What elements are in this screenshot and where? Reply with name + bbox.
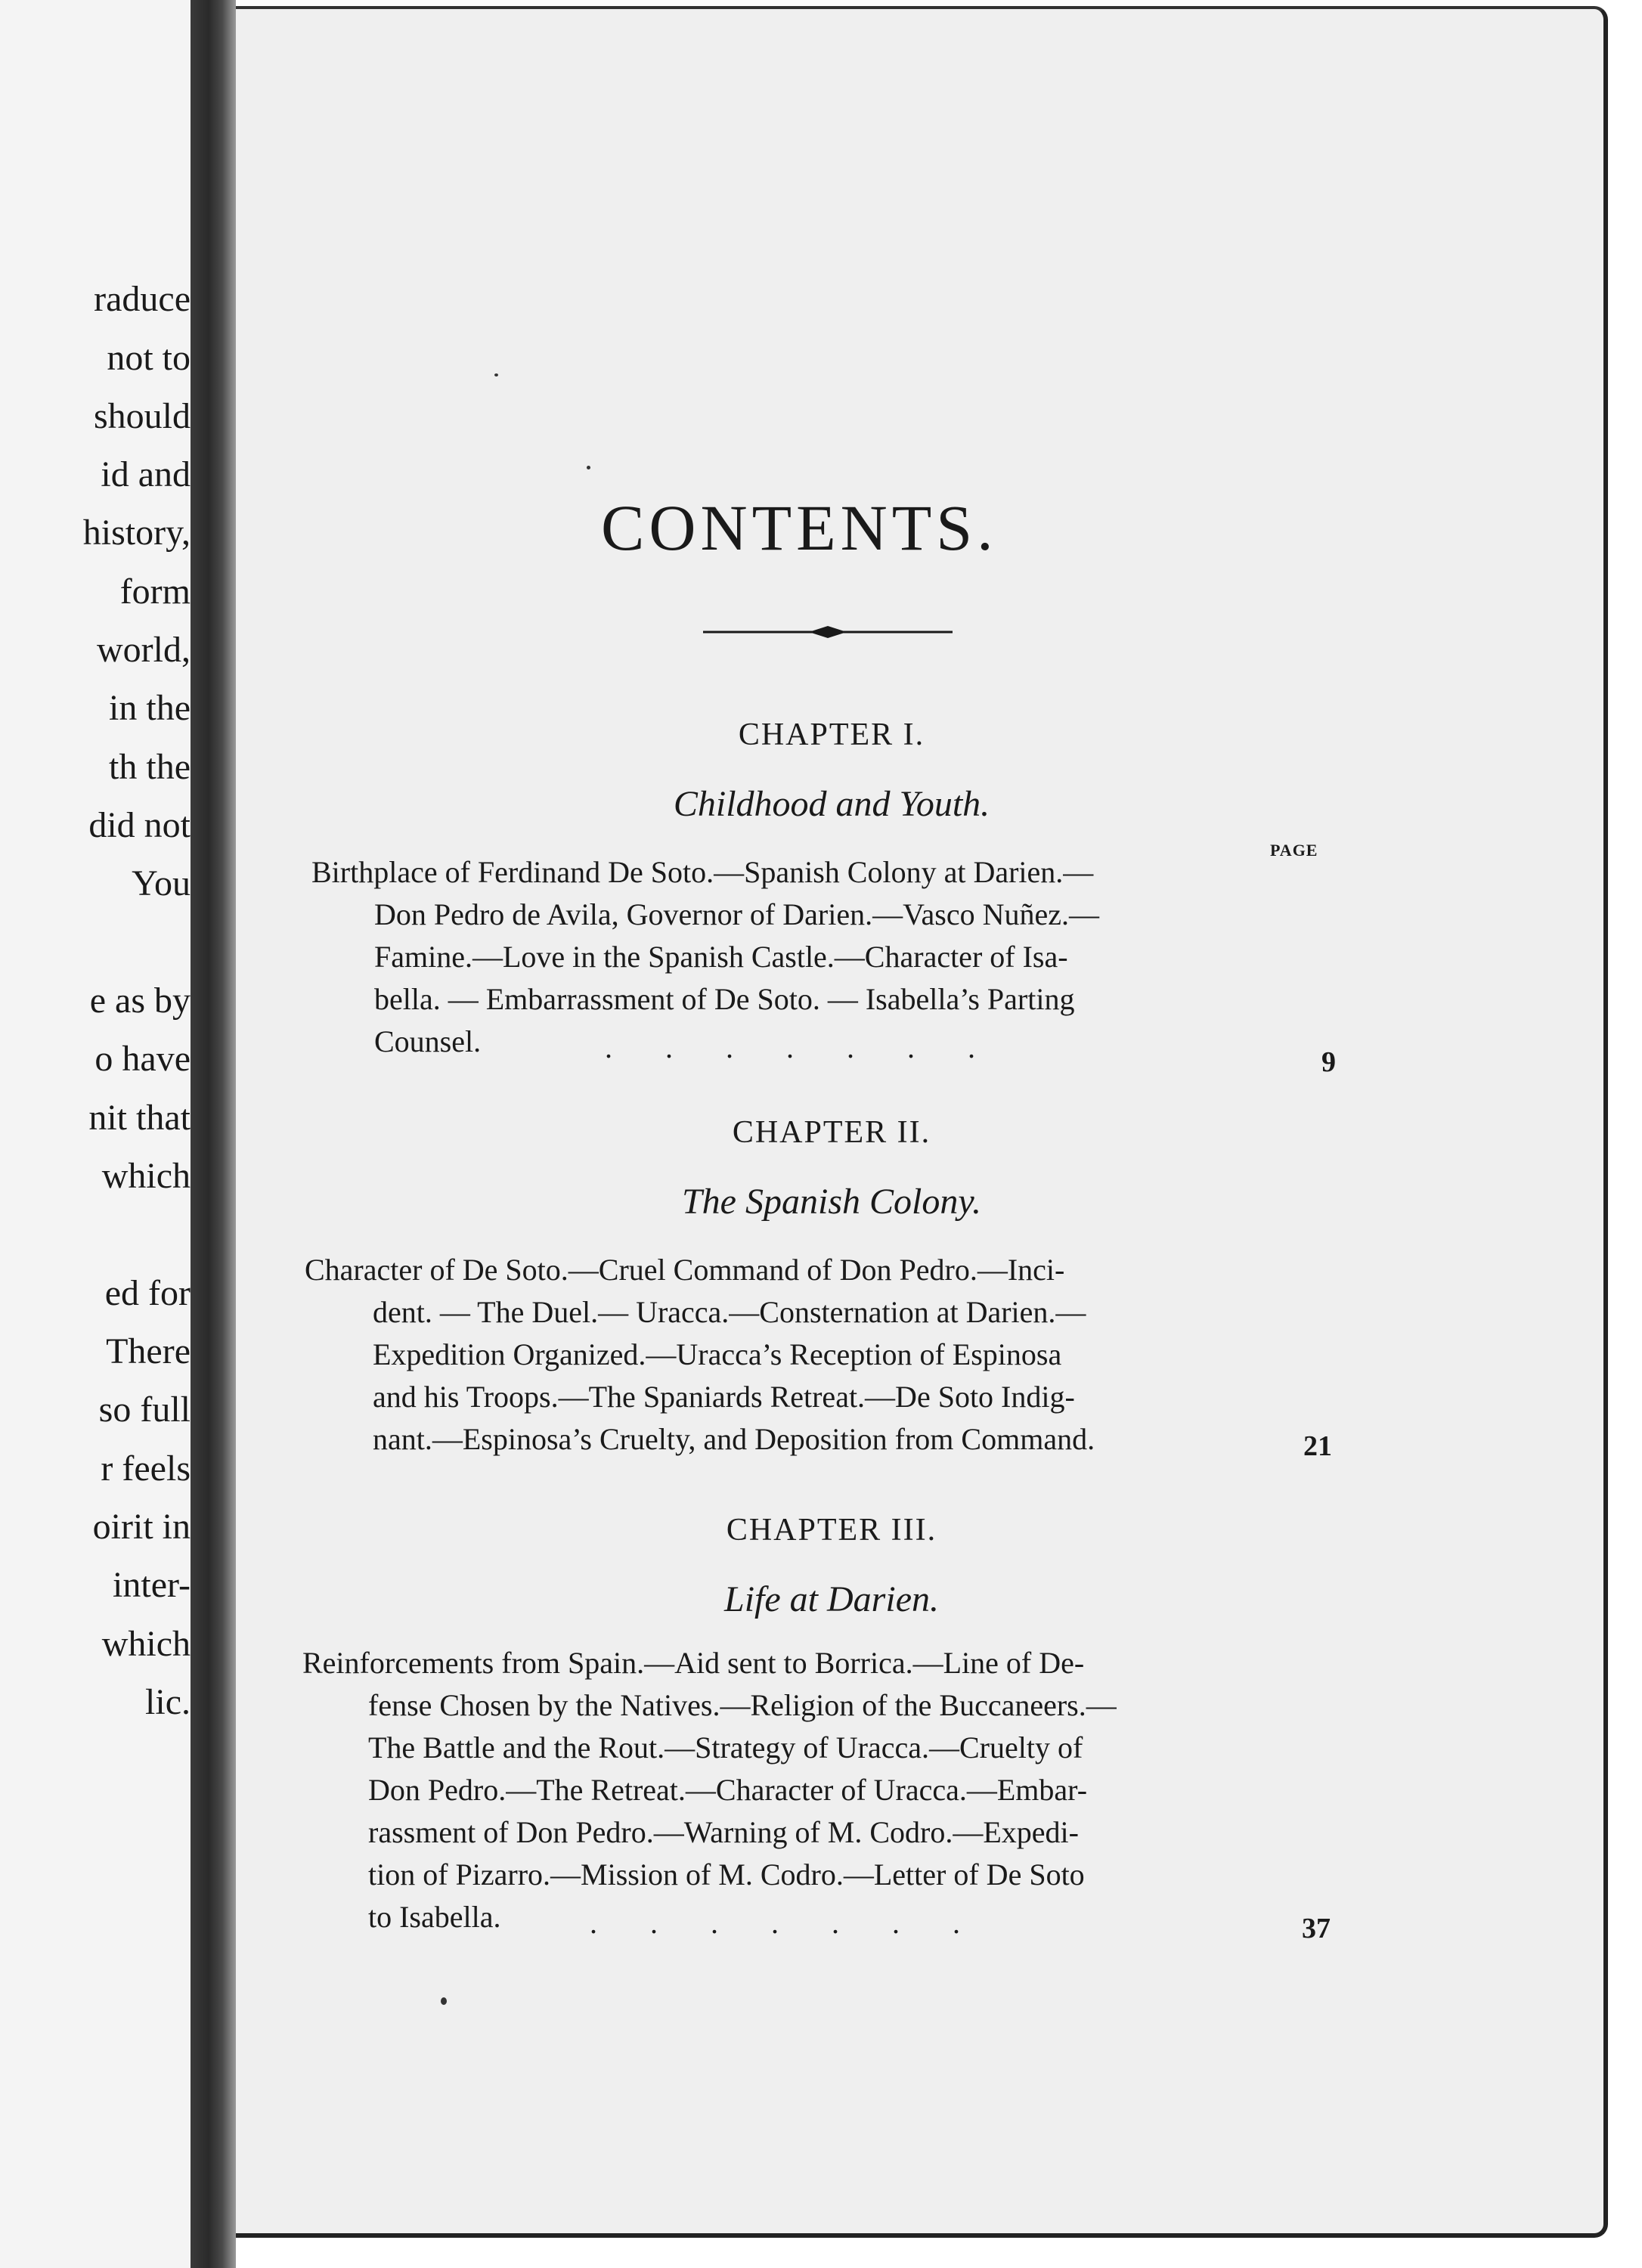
toc-entry-line: Birthplace of Ferdinand De Soto.—Spanish Colony at Darien.— (311, 855, 1094, 889)
title-ornament (703, 621, 953, 643)
left-page-line: in the (109, 688, 191, 728)
toc-entry-line: rassment of Don Pedro.—Warning of M. Codro.—Expedi- (368, 1815, 1079, 1849)
leader-dots: . . . . . . . (605, 1030, 975, 1064)
book-spine (191, 0, 236, 2268)
chapter-subtitle: The Spanish Colony. (681, 1182, 982, 1222)
toc-entry-line: bella. — Embarrassment of De Soto. — Isabella’s Parting (374, 982, 1075, 1016)
page-number: 21 (1303, 1430, 1332, 1462)
left-page-line: lic. (145, 1682, 191, 1722)
chapter-heading: CHAPTER I. (738, 717, 925, 752)
page-title: CONTENTS. (601, 491, 998, 564)
left-page-line: id and (101, 454, 191, 494)
toc-entry-line: Don Pedro de Avila, Governor of Darien.—Vasco Nuñez.— (374, 897, 1100, 931)
left-page-line: You (132, 863, 191, 903)
toc-entry-line: Counsel. (374, 1024, 482, 1058)
left-page-line: which (101, 1624, 191, 1664)
toc-entry-line: to Isabella. (368, 1900, 501, 1934)
left-page-line: ed for (104, 1273, 191, 1313)
left-page-line: which (101, 1156, 191, 1196)
left-page-line: nit that (88, 1098, 191, 1138)
left-page-line: should (93, 396, 191, 436)
chapter-heading: CHAPTER II. (732, 1115, 931, 1150)
left-page-line: r feels (101, 1448, 191, 1489)
left-page-line: so full (98, 1390, 191, 1430)
toc-entry-line: tion of Pizarro.—Mission of M. Codro.—Letter of De Soto (368, 1857, 1085, 1892)
left-page-line: not to (107, 338, 191, 378)
page-number: 9 (1321, 1046, 1336, 1078)
toc-entry-line: Famine.—Love in the Spanish Castle.—Character of Isa- (374, 940, 1068, 974)
chapter-subtitle: Childhood and Youth. (673, 784, 990, 824)
toc-entry-line: fense Chosen by the Natives.—Religion of the Buccaneers.— (368, 1688, 1117, 1722)
page-number: 37 (1302, 1913, 1331, 1944)
left-page-line: did not (88, 805, 191, 845)
toc-entry-line: Character of De Soto.—Cruel Command of Don Pedro.—Inci- (305, 1253, 1065, 1287)
left-page-line: o have (94, 1039, 191, 1079)
left-page-line: world, (97, 630, 191, 670)
toc-entry-line: The Battle and the Rout.—Strategy of Uracca.—Cruelty of (368, 1730, 1083, 1765)
leader-dots: . . . . . . . (590, 1906, 960, 1940)
left-page-line: th the (109, 747, 191, 787)
toc-entry-line: Don Pedro.—The Retreat.—Character of Uracca.—Embar- (368, 1773, 1088, 1807)
chapter-subtitle: Life at Darien. (724, 1579, 939, 1619)
left-page-line: oirit in (92, 1507, 191, 1547)
scan-speck (441, 1997, 447, 2005)
left-page-line: e as by (89, 981, 191, 1021)
toc-entry-line: Reinforcements from Spain.—Aid sent to Borrica.—Line of De- (302, 1646, 1085, 1680)
chapter-heading: CHAPTER III. (726, 1513, 937, 1548)
scan-speck (494, 373, 498, 376)
toc-entry-line: and his Troops.—The Spaniards Retreat.—De Soto Indig- (373, 1380, 1075, 1414)
left-page-line: raduce (94, 279, 191, 319)
toc-entry-line: nant.—Espinosa’s Cruelty, and Deposition from Command. (373, 1422, 1095, 1456)
left-page-line: inter- (113, 1565, 191, 1605)
left-page-line: form (119, 572, 191, 612)
left-page-line: history, (82, 513, 191, 553)
left-page-line: There (106, 1331, 191, 1371)
scan-speck (587, 466, 590, 469)
left-facing-page (0, 0, 191, 2268)
toc-entry-line: Expedition Organized.—Uracca’s Reception of Espinosa (373, 1337, 1062, 1371)
toc-entry-line: dent. — The Duel.— Uracca.—Consternation at Darien.— (373, 1295, 1086, 1329)
page-column-label: PAGE (1270, 841, 1318, 860)
